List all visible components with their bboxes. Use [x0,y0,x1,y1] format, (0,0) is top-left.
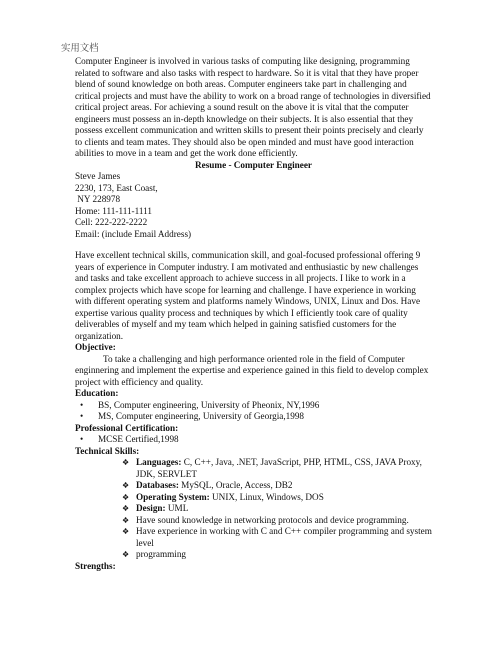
objective-heading: Objective: [75,342,116,352]
skill-label: Languages: [136,457,182,467]
skill-label: Design: [136,503,166,513]
certification-heading: Professional Certification: [75,422,179,433]
skill-value: C, C++, Java, .NET, JavaScript, PHP, HTML, CSS, JAVA Proxy, JDK, SERVLET [136,457,422,479]
contact-home-phone: Home: 111-111-1111 [75,205,152,216]
skills-list [75,457,432,561]
skill-value: MySQL, Oracle, Access, DB2 [178,480,293,490]
resume-title: Resume - Computer Engineer [195,159,312,170]
contact-email: Email: (include Email Address) [75,228,192,239]
certification-item: • MCSE Certified,1998 [80,434,432,446]
education-list [75,400,432,423]
skill-programming: ❖ programming [122,549,432,561]
skills-heading: Technical Skills: [75,445,140,456]
skill-design [122,503,432,515]
contact-name: Steve James [75,171,121,181]
intro-paragraph: Computer Engineer is involved in various tasks of computing like designing, programming related to software and also tasks with respect to hardware. So it is vital that they have proper blend of sound knowledge on both areas. Computer engineers take part in challenging and critical projects and must have the ability to work on a broad range of technologies in diversified critical project areas. For achieving a sound result on the above it is vital that the computer engineers must possess an in-depth knowledge on their subjects. It is also essential that they possess excellent communication and written skills to present their points precisely and clearly to clients and team mates. They should also be open minded and must have good interaction abilities to move in a team and get the work done efficiently. [75,56,431,158]
education-item: • MS, Computer engineering, University of Georgia,1998 [80,411,432,423]
skill-label: Operating System: [136,491,210,502]
skill-compiler: ❖ Have experience in working with C and C++ compiler programming and system level [122,526,432,549]
skill-languages [122,457,432,480]
document-body [75,56,432,572]
objective-text: To take a challenging and high performance oriented role in the field of Computer enginnering and implement the expertise and experience gained in this field to develop complex project with efficiency and quality. [75,353,429,387]
skill-networking: ❖ Have sound knowledge in networking protocols and device programming. [122,515,432,527]
skill-databases [122,480,432,492]
page-header: 实用文档 [61,44,99,54]
skill-label: Databases: [136,480,179,490]
contact-address-line1: 2230, 173, East Coast, [75,182,158,193]
strengths-heading: Strengths: [75,560,116,571]
education-item: • BS, Computer engineering, University of Pheonix, NY,1996 [80,400,432,412]
contact-cell-phone: Cell: 222-222-2222 [75,217,148,227]
education-heading: Education: [75,388,119,398]
skill-value: UNIX, Linux, Windows, DOS [209,491,324,502]
certification-list [75,434,432,446]
skill-value: UML [165,503,189,513]
skill-os [122,492,432,504]
contact-address-line2: NY 228978 [75,194,121,204]
summary-paragraph: Have excellent technical skills, communication skill, and goal-focused professional offering 9 years of experience in Computer industry. I am motivated and enthusiastic by new challenges and tasks and take excellent approach to achieve success in all projects. I like to work in a complex projects which have scope for learning and challenge. I have experience in working with different operating system and platforms namely Windows, UNIX, Linux and Dos. Have expertise various quality process and techniques by which I efficiently took care of quality deliverables of myself and my team which helped in gaining satisfied customers for the organization. [75,250,421,341]
